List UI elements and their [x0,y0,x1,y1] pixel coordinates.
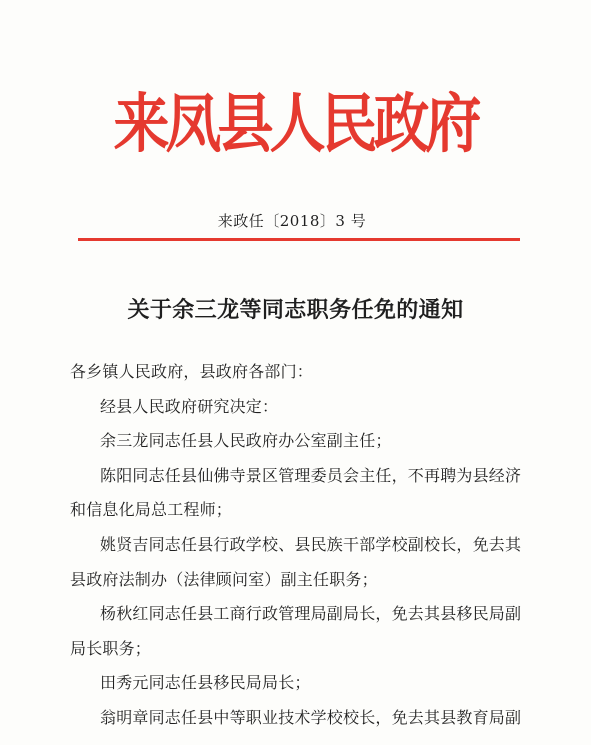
paragraph [70,701,530,736]
paragraph-line: 杨秋红同志任县工商行政管理局副局长，免去其县移民局副 [100,604,522,624]
agency-header: 来凤县人民政府 [113,86,478,162]
document-number: 来政任〔2018〕3 号 [217,212,367,230]
paragraph-line: 经县人民政府研究决定： [100,396,279,416]
paragraph [70,459,530,528]
paragraph-line: 和信息化局总工程师； [70,500,233,520]
document-body [70,355,530,736]
paragraph-line: 局长职务； [70,638,152,658]
paragraph [70,597,530,666]
paragraph-line: 姚贤吉同志任县行政学校、县民族干部学校副校长，免去其 [100,534,522,554]
document-title: 关于余三龙等同志职务任免的通知 [127,297,464,323]
paragraph [70,424,530,459]
paragraph [70,528,530,597]
paragraph-line: 县政府法制办（法律顾问室）副主任职务； [70,569,378,589]
paragraph-line: 余三龙同志任县人民政府办公室副主任； [100,431,392,451]
salutation: 各乡镇人民政府，县政府各部门： [70,362,314,381]
paragraph [70,666,530,701]
red-divider-line [78,238,520,241]
paragraph-line: 陈阳同志任县仙佛寺景区管理委员会主任，不再聘为县经济 [100,465,522,485]
paragraph-line: 田秀元同志任县移民局局长； [100,673,311,693]
paragraph-line: 翁明章同志任县中等职业技术学校校长，免去其县教育局副 [100,707,522,727]
paragraph [70,390,530,425]
